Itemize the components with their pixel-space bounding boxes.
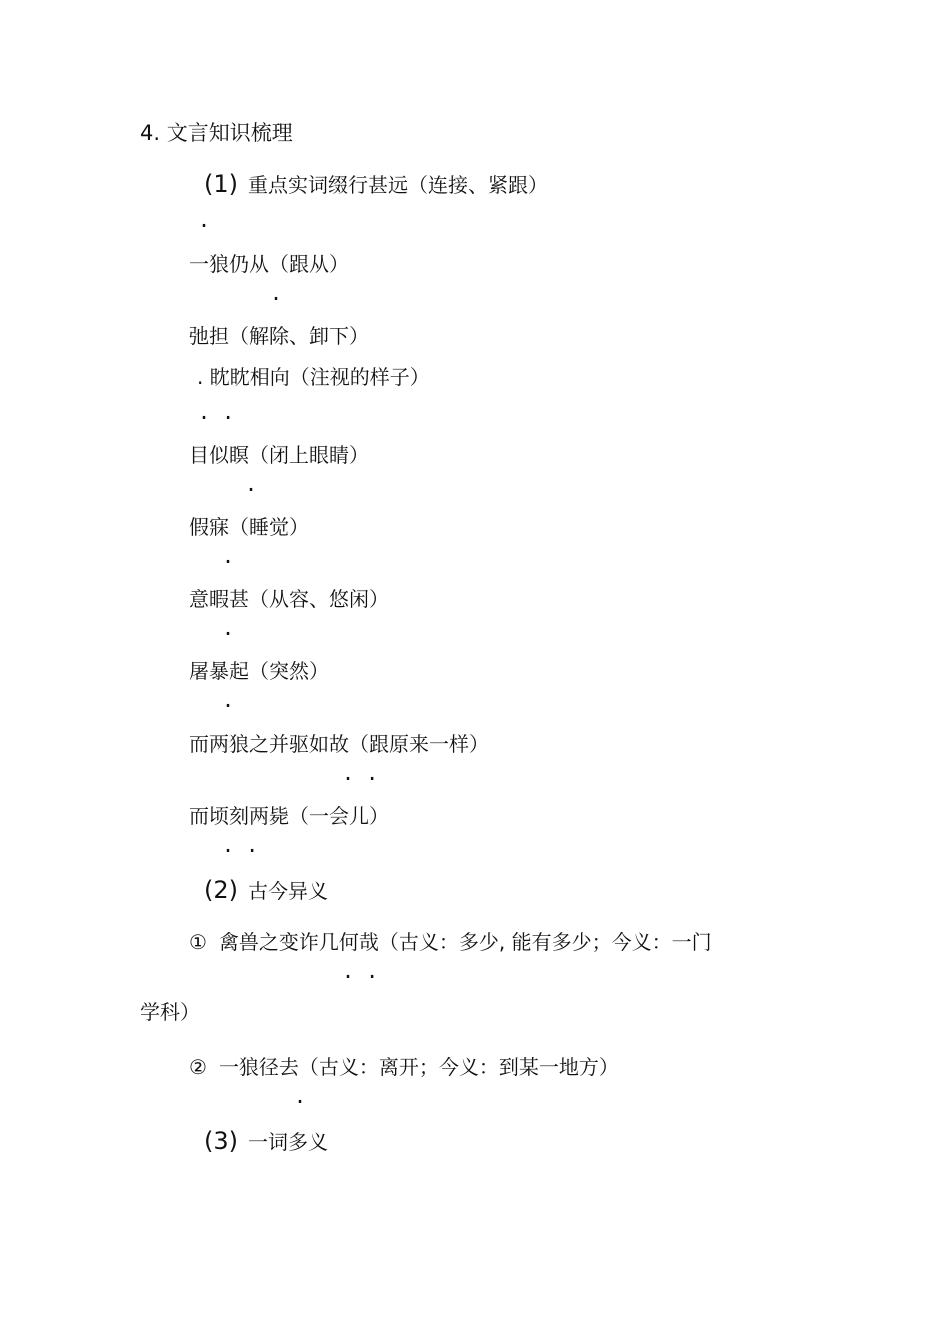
subsection-2-line — [204, 878, 328, 903]
subsection-1-title: 重点实词缀行甚远（连接、紧跟） — [248, 173, 548, 197]
vocab-item: 一狼仍从（跟从） — [189, 252, 349, 276]
vocab-item: 意暇甚（从容、悠闲） — [189, 587, 389, 611]
entry-text: 禽兽之变诈几何哉（古义：多少, 能有多少；今义：一门 — [218, 930, 712, 954]
emphasis-dots: . . — [198, 400, 235, 424]
subsection-1-line — [204, 172, 548, 197]
subsection-2-number: (2) — [204, 876, 238, 904]
entry-marker: ② — [189, 1055, 207, 1079]
vocab-item: 屠暴起（突然） — [189, 659, 329, 683]
emphasis-dots: . — [222, 616, 235, 640]
vocab-item: 假寐（睡觉） — [189, 515, 309, 539]
emphasis-dots: . — [294, 1084, 307, 1108]
emphasis-dots: . — [222, 544, 235, 568]
vocab-item: 目似瞑（闭上眼睛） — [189, 443, 369, 467]
vocab-item: 弛担（解除、卸下） — [189, 324, 369, 348]
emphasis-dots: . — [198, 208, 211, 232]
section-heading: 4. 文言知识梳理 — [140, 121, 293, 145]
emphasis-dots: . — [270, 281, 283, 305]
emphasis-dots: . — [245, 472, 258, 496]
emphasis-dots: . . — [222, 833, 259, 857]
subsection-3-line — [204, 1129, 328, 1154]
entry-continuation: 学科） — [140, 1000, 200, 1024]
emphasis-dots: . — [222, 688, 235, 712]
emphasis-dots: . . — [342, 959, 379, 983]
subsection-3-number: (3) — [204, 1127, 238, 1155]
vocab-item: 而顷刻两毙（一会儿） — [189, 804, 389, 828]
emphasis-dots: . . — [342, 761, 379, 785]
meaning-entry — [189, 1055, 619, 1079]
entry-marker: ① — [189, 930, 207, 954]
vocab-item: 而两狼之并驱如故（跟原来一样） — [189, 732, 489, 756]
vocab-item: . 眈眈相向（注视的样子） — [197, 365, 430, 389]
entry-text: 一狼径去（古义：离开；今义：到某一地方） — [218, 1055, 619, 1079]
meaning-entry — [189, 930, 712, 954]
subsection-2-title: 古今异义 — [248, 879, 328, 903]
subsection-1-number: (1) — [204, 170, 238, 198]
subsection-3-title: 一词多义 — [248, 1130, 328, 1154]
